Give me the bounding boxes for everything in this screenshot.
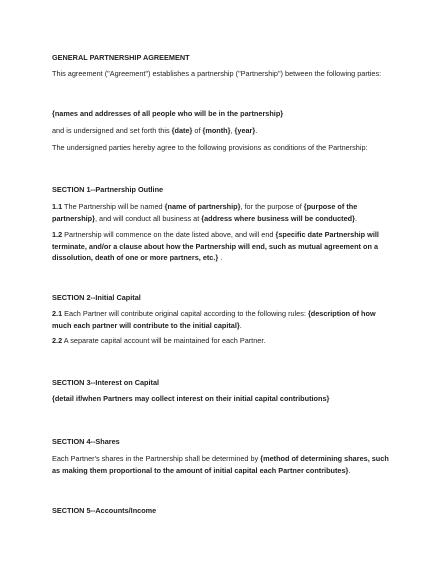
section-number: SECTION 4	[52, 437, 91, 446]
section-number: SECTION 2	[52, 293, 91, 302]
purpose-placeholder: {purpose of the partnership}	[52, 202, 358, 223]
text-run: .	[348, 465, 351, 475]
section-5-heading	[52, 505, 392, 517]
section-number: SECTION 1	[52, 185, 91, 194]
section-1-heading	[52, 184, 392, 196]
address-placeholder: {address where business will be conducted}	[201, 213, 355, 223]
section-title: --Initial Capital	[90, 293, 141, 302]
text-run: .	[255, 126, 258, 135]
month-placeholder: {month}	[202, 126, 231, 135]
text-run: The Partnership will be named	[62, 202, 165, 211]
section-title: --Shares	[90, 437, 120, 446]
text-run: ,	[230, 126, 235, 135]
interest-detail-placeholder: {detail if/when Partners may collect interest on their initial capital contributions}	[52, 394, 330, 403]
termination-placeholder: {specific date Partnership will terminate, and/or a clause about how the Partnership will end, such as mutual agreement on a dissolution, death of one or more partners, etc.}	[52, 230, 379, 263]
text-run: of	[192, 126, 203, 135]
intro-paragraph: This agreement ("Agreement") establishes a partnership ("Partnership") between the following parties:	[52, 69, 382, 78]
year-placeholder: {year}	[234, 126, 256, 135]
partnership-name-placeholder: {name of partnership}	[164, 202, 241, 211]
shares-method-placeholder: {method of determining shares, such as making them proportional to the amount of initial capital each Partner contributes}	[52, 454, 389, 475]
section-title: --Accounts/Income	[90, 506, 157, 515]
date-placeholder: {date}	[171, 126, 193, 135]
section-number: SECTION 5	[52, 506, 91, 515]
text-run: .	[239, 320, 242, 330]
section-title: --Partnership Outline	[90, 185, 164, 194]
text-run: A separate capital account will be maintained for each Partner.	[62, 336, 266, 345]
parties-placeholder: {names and addresses of all people who will be in the partnership}	[52, 109, 284, 118]
capital-description-placeholder: {description of how much each partner will contribute to the initial capital}	[52, 309, 376, 330]
clause-number: 2.2	[52, 336, 63, 345]
document-title: GENERAL PARTNERSHIP AGREEMENT	[52, 53, 190, 62]
agree-paragraph: The undersigned parties hereby agree to the following provisions as conditions of the Partnership:	[52, 143, 368, 152]
text-run: Partnership will commence on the date listed above, and will end	[62, 230, 276, 239]
text-run: , for the purpose of	[240, 202, 304, 211]
shares-paragraph	[52, 453, 392, 476]
clause-number: 2.1	[52, 309, 63, 318]
clause-number: 1.2	[52, 230, 63, 239]
clause-1-2	[52, 229, 392, 264]
clause-1-1	[52, 201, 392, 224]
section-2-heading	[52, 292, 392, 304]
clause-number: 1.1	[52, 202, 63, 211]
text-run: Each Partner will contribute original capital according to the following rules:	[62, 309, 308, 318]
undersigned-paragraph	[52, 125, 392, 137]
text-run: .	[218, 253, 223, 263]
text-run: and is undersigned and set forth this	[52, 126, 172, 135]
section-number: SECTION 3	[52, 378, 91, 387]
section-4-heading	[52, 436, 392, 448]
section-title: --Interest on Capital	[90, 378, 160, 387]
text-run: , and will conduct all business at	[94, 213, 202, 223]
text-run: Each Partner's shares in the Partnership shall be determined by	[52, 454, 261, 463]
text-run: .	[354, 213, 357, 223]
clause-2-1	[52, 308, 392, 331]
clause-2-2	[52, 335, 392, 347]
section-3-heading	[52, 377, 392, 389]
